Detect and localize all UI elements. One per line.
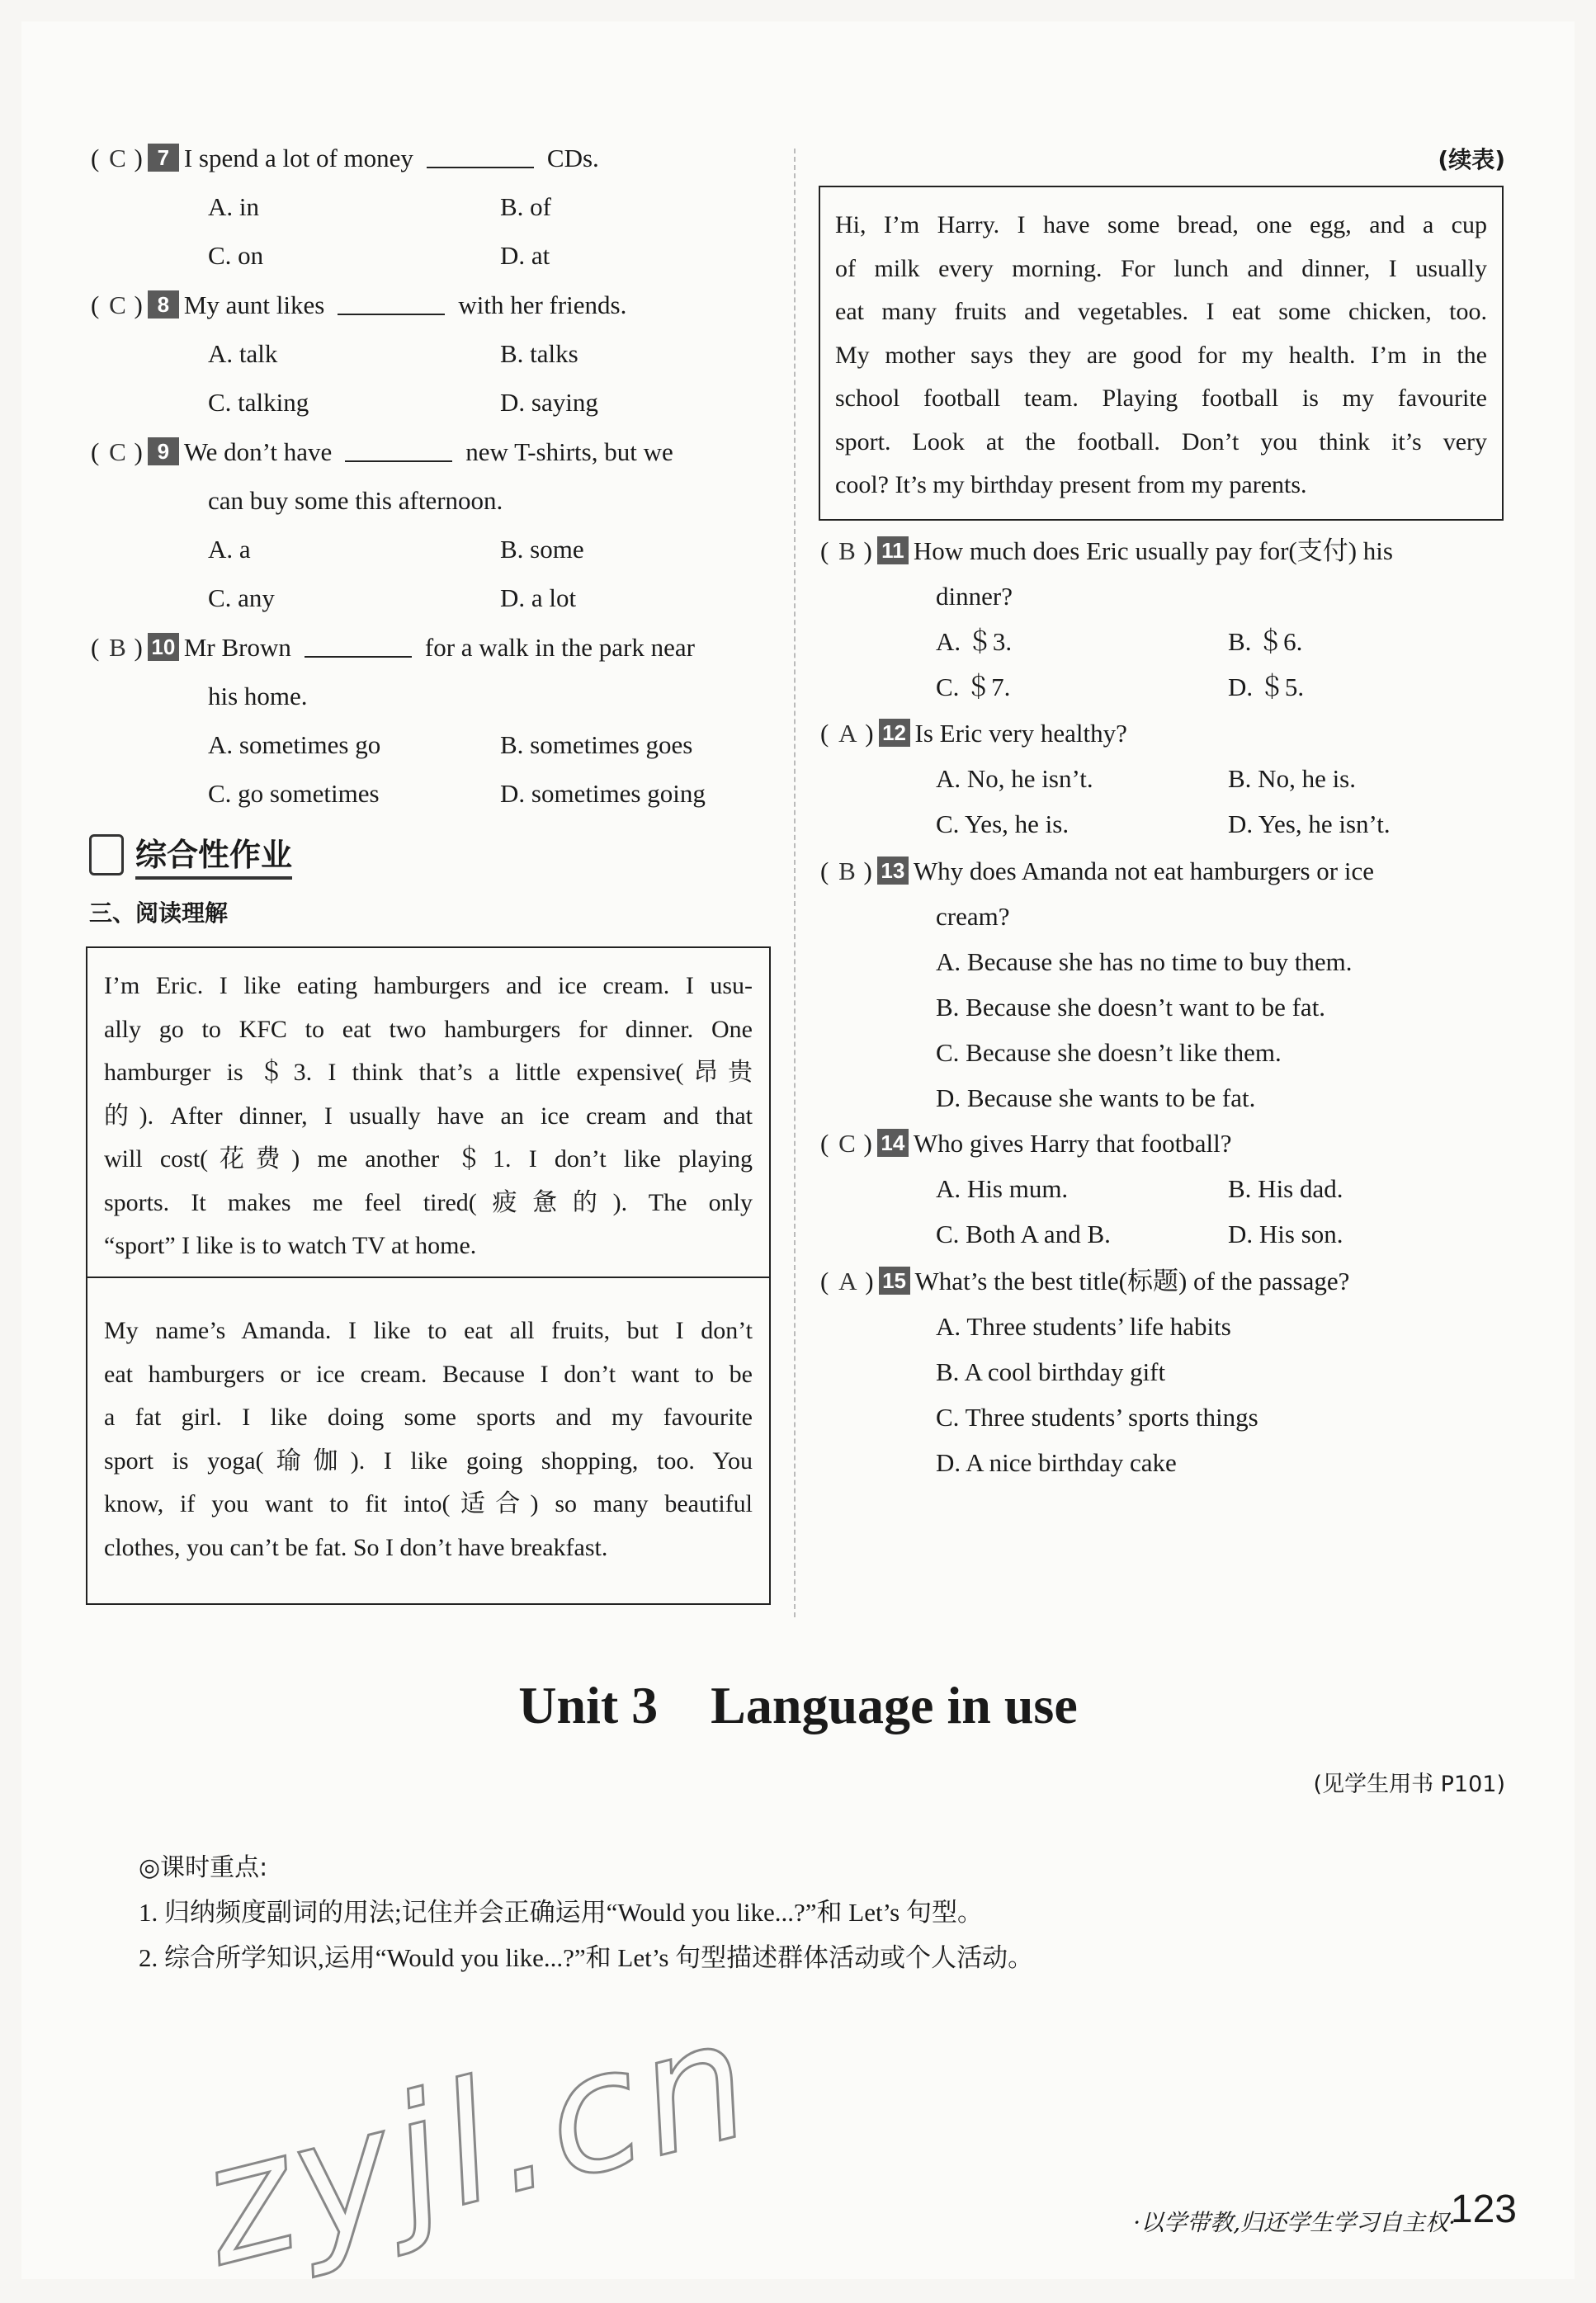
answer-paren-open: ( xyxy=(820,1267,839,1295)
question-10 xyxy=(91,631,695,664)
question-13 xyxy=(820,855,1374,888)
column-divider xyxy=(794,149,796,1617)
option-d: D. saying xyxy=(500,388,598,417)
passage-line: hamburger is ＄3. I think that’s a little expensive(昂贵 xyxy=(104,1059,753,1086)
answer-paren-close: ) xyxy=(125,437,144,466)
passage-line: cool? It’s my birthday present from my parents. xyxy=(835,471,1307,498)
option-d: D. a lot xyxy=(500,583,577,612)
answer-paren-close: ) xyxy=(125,290,144,319)
passage-line: eat many fruits and vegetables. I eat some chicken, too. xyxy=(835,298,1487,325)
option-b: B. Because she doesn’t want to be fat. xyxy=(936,993,1326,1022)
option-d: D. A nice birthday cake xyxy=(936,1448,1177,1477)
answer-paren-open: ( xyxy=(91,437,110,466)
passage-eric-box xyxy=(86,946,771,1278)
answer-paren-close: ) xyxy=(855,857,874,885)
page-number: 123 xyxy=(1450,2187,1517,2231)
option-c: C. any xyxy=(208,583,275,612)
passage-harry xyxy=(835,204,1487,507)
option-a: A. Because she has no time to buy them. xyxy=(936,947,1353,976)
question-stem: How much does Eric usually pay for(支付) his xyxy=(913,536,1393,565)
question-number-badge: 12 xyxy=(879,719,910,747)
passage-line: sport. Look at the football. Don’t you think it’s very xyxy=(835,427,1487,455)
option-c: C. Three students’ sports things xyxy=(936,1403,1258,1432)
option-b: B. some xyxy=(500,535,584,564)
answer-blank xyxy=(305,635,412,658)
option-d: D. His son. xyxy=(1228,1220,1343,1248)
question-14 xyxy=(820,1127,1232,1160)
option-a: A. ＄3. xyxy=(936,627,1013,656)
option-c: C. Because she doesn’t like them. xyxy=(936,1038,1282,1067)
lesson-focus-item: 2. 综合所学知识,运用“Would you like...?”和 Let’s 句型描述群体活动或个人活动。 xyxy=(139,1943,1034,1972)
answer-letter: A xyxy=(838,719,857,748)
option-c: C. on xyxy=(208,241,264,270)
passage-line: I’m Eric. I like eating hamburgers and ice cream. I usu- xyxy=(104,972,753,999)
answer-paren-open: ( xyxy=(91,290,110,319)
answer-letter: B xyxy=(838,536,856,565)
option-b: B. His dad. xyxy=(1228,1174,1343,1203)
answer-letter: A xyxy=(838,1267,857,1295)
question-number-badge: 15 xyxy=(879,1267,910,1295)
question-continuation: cream? xyxy=(936,902,1010,931)
answer-paren-open: ( xyxy=(91,633,110,662)
passage-eric xyxy=(104,965,753,1268)
passage-line: sports. It makes me feel tired(疲惫的). The only xyxy=(104,1188,753,1216)
option-d: D. at xyxy=(500,241,550,270)
question-stem: Is Eric very healthy? xyxy=(914,719,1127,748)
option-d: D. Yes, he isn’t. xyxy=(1228,809,1391,838)
answer-letter: C xyxy=(109,290,126,319)
answer-letter: B xyxy=(838,857,856,885)
question-15 xyxy=(820,1265,1349,1298)
answer-letter: C xyxy=(109,437,126,466)
option-a: A. His mum. xyxy=(936,1174,1069,1203)
watermark-logo: zyjl.cn xyxy=(182,1981,772,2303)
answer-letter: C xyxy=(109,144,126,172)
lesson-focus-label: ◎课时重点: xyxy=(139,1853,268,1882)
option-d: D. ＄5. xyxy=(1228,672,1305,701)
question-number-badge: 8 xyxy=(148,290,179,319)
option-b: B. talks xyxy=(500,339,578,368)
option-b: B. ＄6. xyxy=(1228,627,1303,656)
answer-paren-close: ) xyxy=(125,633,144,662)
question-stem: Why does Amanda not eat hamburgers or ice xyxy=(913,857,1374,885)
option-a: A. in xyxy=(208,192,259,221)
answer-blank xyxy=(427,145,534,168)
passage-line: a fat girl. I like doing some sports and my favourite xyxy=(104,1404,753,1431)
question-stem: Mr Brown xyxy=(183,633,291,662)
option-b: B. of xyxy=(500,192,551,221)
section-subheading: 三、阅读理解 xyxy=(89,899,229,927)
question-number-badge: 11 xyxy=(877,536,909,564)
option-d: D. sometimes going xyxy=(500,779,706,808)
passage-amanda-box xyxy=(86,1275,771,1605)
passage-line: sport is yoga(瑜伽). I like going shopping, too. You xyxy=(104,1446,753,1475)
answer-paren-close: ) xyxy=(855,536,874,565)
passage-line: My name’s Amanda. I like to eat all fruits, but I don’t xyxy=(104,1317,753,1344)
footer-slogan: ·以学带教,归还学生学习自主权· xyxy=(1133,2209,1456,2236)
question-number-badge: 13 xyxy=(877,857,909,885)
answer-paren-close: ) xyxy=(857,719,876,748)
question-stem: What’s the best title(标题) of the passage? xyxy=(914,1267,1350,1295)
lesson-focus-item: 1. 归纳频度副词的用法;记住并会正确运用“Would you like...?”和 Let’s 句型。 xyxy=(139,1898,983,1927)
question-number-badge: 14 xyxy=(877,1129,909,1157)
passage-line: will cost(花费) me another ＄1. I don’t like playing xyxy=(104,1145,753,1173)
question-continuation: his home. xyxy=(208,682,308,710)
passage-line: of milk every morning. For lunch and dinner, I usually xyxy=(835,254,1487,282)
passage-harry-box xyxy=(819,186,1504,521)
passage-line: My mother says they are good for my health. I’m in the xyxy=(835,341,1487,369)
option-a: A. talk xyxy=(208,339,278,368)
answer-paren-open: ( xyxy=(91,144,110,172)
answer-paren-close: ) xyxy=(125,144,144,172)
answer-paren-open: ( xyxy=(820,536,839,565)
option-a: A. sometimes go xyxy=(208,730,381,759)
question-9 xyxy=(91,436,673,469)
question-stem-end: for a walk in the park near xyxy=(424,633,695,662)
passage-line: “sport” I like is to watch TV at home. xyxy=(104,1232,477,1259)
answer-letter: B xyxy=(109,633,126,662)
question-stem-end: new T-shirts, but we xyxy=(465,437,673,466)
option-c: C. Both A and B. xyxy=(936,1220,1111,1248)
question-7 xyxy=(91,142,599,175)
passage-line: eat hamburgers or ice cream. Because I don’t want to be xyxy=(104,1360,753,1388)
option-b: B. A cool birthday gift xyxy=(936,1357,1166,1386)
option-a: A. Three students’ life habits xyxy=(936,1312,1231,1341)
passage-line: Hi, I’m Harry. I have some bread, one egg, and a cup xyxy=(835,211,1487,238)
answer-paren-open: ( xyxy=(820,1129,839,1158)
question-stem: Who gives Harry that football? xyxy=(913,1129,1232,1158)
passage-line: ally go to KFC to eat two hamburgers for dinner. One xyxy=(104,1015,753,1043)
question-stem: I spend a lot of money xyxy=(183,144,413,172)
unit-title: Unit 3 Language in use xyxy=(518,1676,1078,1734)
answer-paren-close: ) xyxy=(857,1267,876,1295)
section-heading-text: 综合性作业 xyxy=(135,829,292,880)
student-book-reference: (见学生用书 P101) xyxy=(1313,1772,1505,1797)
pencil-icon xyxy=(89,834,124,875)
continued-label: (续表) xyxy=(1438,146,1505,173)
answer-letter: C xyxy=(838,1129,856,1158)
option-b: B. sometimes goes xyxy=(500,730,693,759)
option-c: C. Yes, he is. xyxy=(936,809,1070,838)
question-number-badge: 7 xyxy=(148,144,179,172)
passage-amanda xyxy=(104,1310,753,1569)
question-stem-end: with her friends. xyxy=(458,290,627,319)
passage-line: 的). After dinner, I usually have an ice cream and that xyxy=(104,1102,753,1130)
option-b: B. No, he is. xyxy=(1228,764,1356,793)
answer-blank xyxy=(345,439,452,462)
question-continuation: can buy some this afternoon. xyxy=(208,486,503,515)
option-c: C. ＄7. xyxy=(936,672,1011,701)
passage-line: school football team. Playing football is my favourite xyxy=(835,385,1487,412)
question-11 xyxy=(820,535,1393,568)
question-continuation: dinner? xyxy=(936,582,1013,611)
question-stem: My aunt likes xyxy=(183,290,325,319)
question-stem: We don’t have xyxy=(183,437,333,466)
question-number-badge: 9 xyxy=(148,437,179,465)
answer-paren-open: ( xyxy=(820,857,839,885)
passage-line: know, if you want to fit into(适合) so many beautiful xyxy=(104,1490,753,1517)
option-d: D. Because she wants to be fat. xyxy=(936,1083,1256,1112)
answer-paren-open: ( xyxy=(820,719,839,748)
question-stem-end: CDs. xyxy=(546,144,599,172)
answer-paren-close: ) xyxy=(855,1129,874,1158)
option-c: C. go sometimes xyxy=(208,779,380,808)
option-a: A. a xyxy=(208,535,251,564)
option-c: C. talking xyxy=(208,388,309,417)
question-number-badge: 10 xyxy=(148,633,179,661)
question-12 xyxy=(820,717,1127,750)
answer-blank xyxy=(338,292,445,315)
option-a: A. No, he isn’t. xyxy=(936,764,1093,793)
passage-line: clothes, you can’t be fat. So I don’t have breakfast. xyxy=(104,1533,608,1561)
question-8 xyxy=(91,289,626,322)
